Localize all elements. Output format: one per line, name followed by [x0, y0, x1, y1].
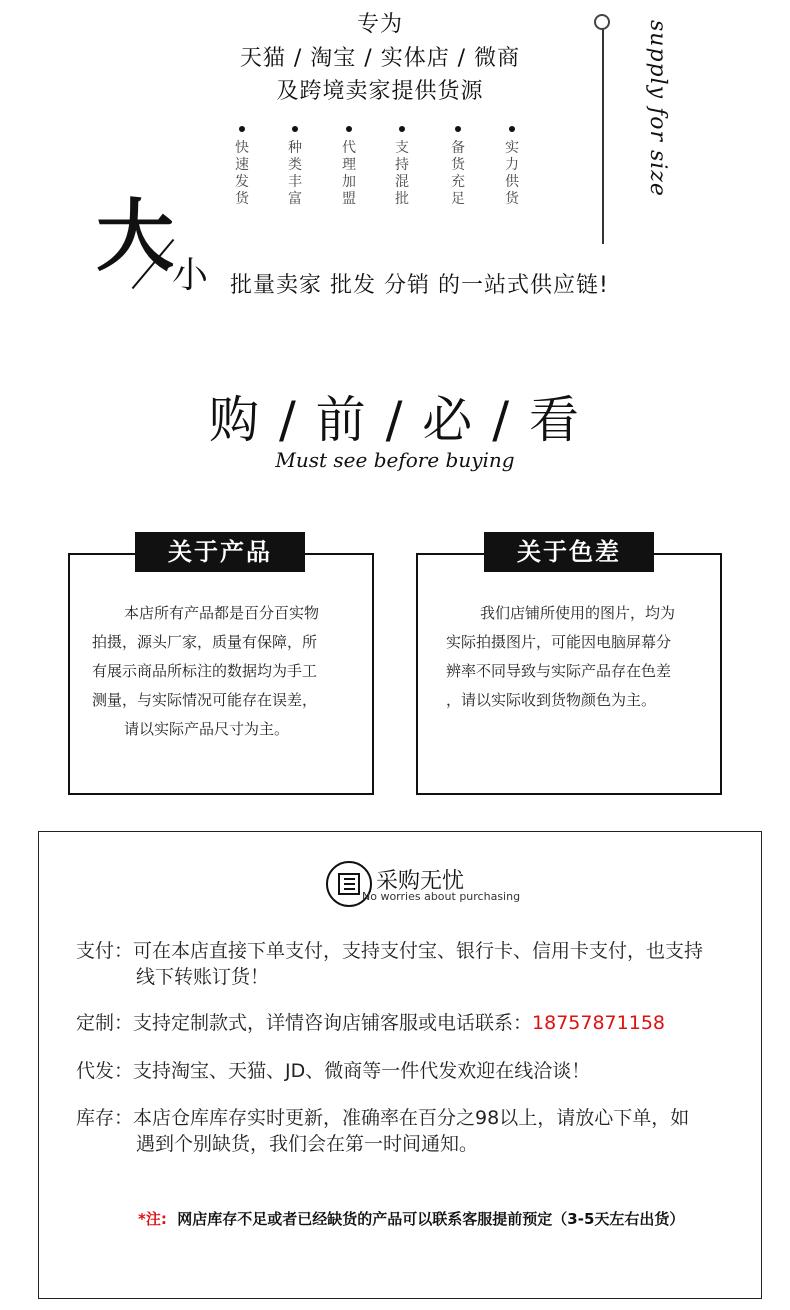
- bullet-dot: [346, 126, 352, 132]
- product-card-line: 请以实际产品尺寸为主。: [124, 720, 290, 738]
- stock-text-2: 遇到个别缺货，我们会在第一时间通知。: [136, 1133, 479, 1155]
- color-card-tab: 关于色差: [484, 532, 654, 572]
- bullet-dot: [239, 126, 245, 132]
- feature-label: 备 货 充 足: [451, 140, 465, 207]
- custom-text: 支持定制款式，详情咨询店铺客服或电话联系：: [133, 1012, 533, 1034]
- bullet-dot: [509, 126, 515, 132]
- must-see-subtitle: Must see before buying: [275, 448, 515, 472]
- color-card: [416, 553, 722, 795]
- stock-text-1: 本店仓库库存实时更新，准确率在百分之98以上，请放心下单，如: [133, 1107, 690, 1129]
- feature-item: [232, 126, 252, 208]
- color-card-line: 我们店铺所使用的图片，均为: [480, 604, 676, 622]
- feature-label: 代 理 加 盟: [342, 140, 356, 207]
- dropship-label: 代发：: [76, 1060, 134, 1082]
- ring-icon: [594, 14, 610, 30]
- feature-label: 快 速 发 货: [235, 140, 249, 207]
- product-card-line: 有展示商品所标注的数据均为手工: [92, 662, 318, 680]
- bullet-dot: [455, 126, 461, 132]
- payment-text-2: 线下转账订货！: [136, 966, 270, 988]
- feature-item: [285, 126, 305, 208]
- notice-subtitle: No worries about purchasing: [362, 890, 521, 903]
- product-card-text: [92, 599, 358, 744]
- footnote: [138, 1208, 684, 1229]
- color-card-text: [446, 599, 712, 715]
- stock-row: [76, 1105, 758, 1157]
- vertical-script-text: supply for size: [645, 20, 670, 197]
- footnote-text: 网店库存不足或者已经缺货的产品可以联系客服提前预定（3-5天左右出货）: [177, 1210, 685, 1228]
- footnote-marker: *注:: [138, 1210, 167, 1228]
- product-card-line: 测量，与实际情况可能存在误差，: [92, 691, 318, 709]
- product-card: [68, 553, 374, 795]
- payment-row: [76, 938, 758, 990]
- feature-label: 支 持 混 批: [395, 140, 409, 207]
- product-card-tab: 关于产品: [135, 532, 305, 572]
- custom-label: 定制：: [76, 1012, 134, 1034]
- header-line-1: 专为: [356, 12, 403, 37]
- notice-title: 采购无忧: [376, 869, 465, 894]
- dropship-row: [76, 1058, 758, 1084]
- big-character: 大: [96, 192, 175, 282]
- feature-item: [448, 126, 468, 208]
- color-card-line: 实际拍摄图片，可能因电脑屏幕分: [446, 633, 672, 651]
- small-character: 小: [172, 255, 209, 296]
- bullet-dot: [292, 126, 298, 132]
- color-card-line: ，请以实际收到货物颜色为主。: [446, 691, 657, 709]
- feature-item: [339, 126, 359, 208]
- feature-label: 种 类 丰 富: [288, 140, 302, 207]
- custom-row: [76, 1010, 758, 1036]
- phone-number: 18757871158: [532, 1012, 666, 1034]
- feature-label: 实 力 供 货: [505, 140, 519, 207]
- color-card-line: 辨率不同导致与实际产品存在色差: [446, 662, 672, 680]
- stock-label: 库存：: [76, 1107, 134, 1129]
- product-card-line: 拍摄，源头厂家，质量有保障，所: [92, 633, 318, 651]
- hanging-line: [602, 26, 604, 244]
- slogan-text: 批量卖家 批发 分销 的一站式供应链!: [230, 273, 609, 298]
- payment-text-1: 可在本店直接下单支付，支持支付宝、银行卡、信用卡支付，也支持: [133, 940, 704, 962]
- product-card-line: 本店所有产品都是百分百实物: [124, 604, 320, 622]
- header-line-3: 及跨境卖家提供货源: [276, 79, 484, 104]
- feature-item: [502, 126, 522, 208]
- feature-item: [392, 126, 412, 208]
- dropship-text: 支持淘宝、天猫、JD、微商等一件代发欢迎在线洽谈！: [133, 1060, 591, 1082]
- bullet-dot: [399, 126, 405, 132]
- must-see-title: 购 / 前 / 必 / 看: [209, 391, 581, 449]
- payment-label: 支付：: [76, 940, 134, 962]
- header-line-2: 天猫 / 淘宝 / 实体店 / 微商: [239, 46, 521, 71]
